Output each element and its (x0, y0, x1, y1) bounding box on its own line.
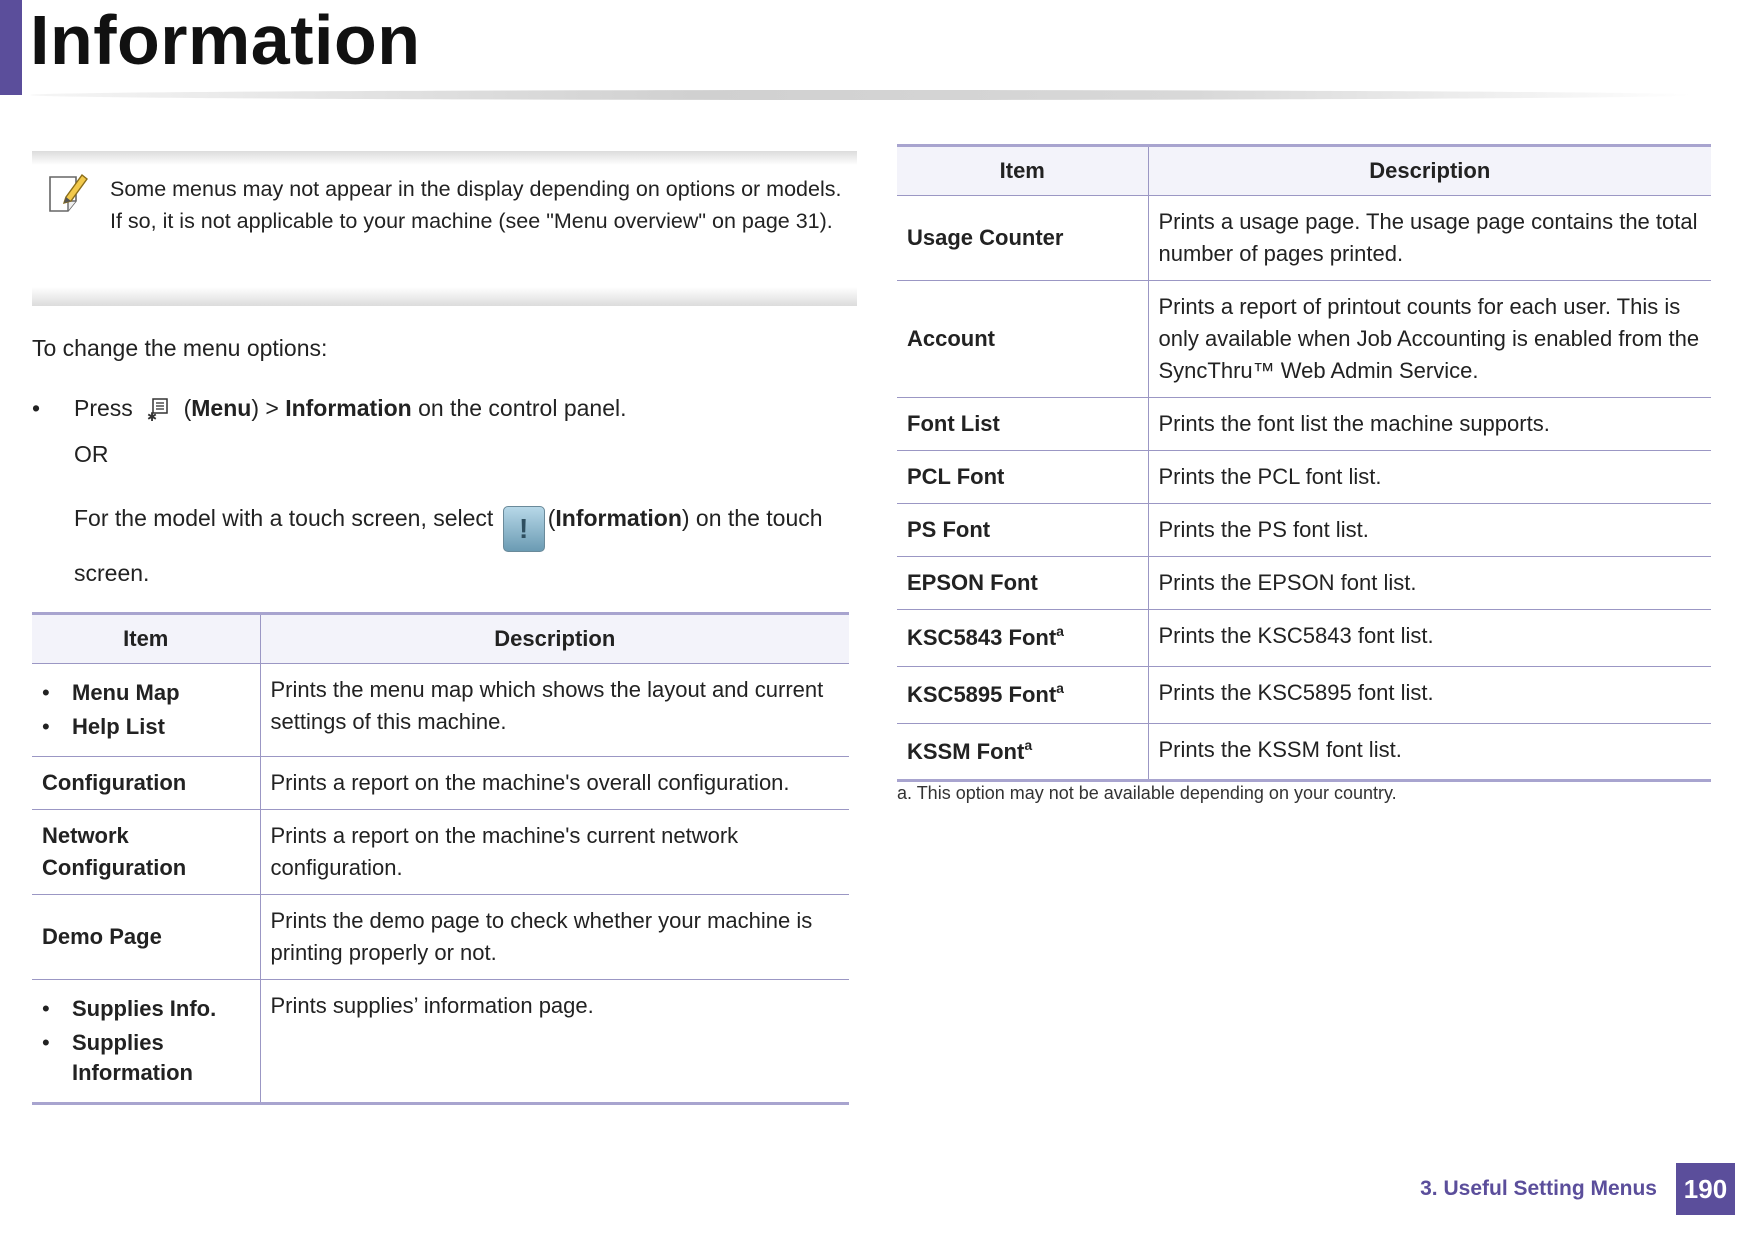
description-cell: Prints the KSC5843 font list. (1148, 610, 1711, 667)
note-text: Some menus may not appear in the display depending on options or models. If so, it is not applicable to your machine (see "Menu overview" on page 31). (110, 177, 842, 233)
paren-close-arrow: ) > (251, 395, 279, 421)
description-cell: Prints supplies’ information page. (260, 980, 849, 1104)
item-cell: Font List (897, 398, 1148, 451)
information-table-right (897, 144, 1711, 782)
description-cell: Prints the menu map which shows the layout and current settings of this machine. (260, 664, 849, 757)
item-cell: Configuration (32, 757, 260, 810)
table-row (32, 895, 849, 980)
control-panel-text: on the control panel. (418, 395, 627, 421)
press-text: Press (74, 395, 133, 421)
description-cell: Prints the PS font list. (1148, 504, 1711, 557)
touch-screen-instruction (74, 497, 854, 594)
item-cell: Demo Page (32, 895, 260, 980)
column-header-description: Description (260, 614, 849, 664)
item-cell: Network Configuration (32, 810, 260, 895)
table-row (32, 757, 849, 810)
touch-paren-open: ( (547, 505, 556, 531)
touch-suffix: ) on the touch screen. (74, 505, 823, 586)
item-cell (32, 664, 260, 757)
item-cell: EPSON Font (897, 557, 1148, 610)
item-cell: Account (897, 281, 1148, 398)
column-header-item: Item (32, 614, 260, 664)
item-cell: Usage Counter (897, 196, 1148, 281)
description-cell: Prints a report on the machine's overall configuration. (260, 757, 849, 810)
table-row (897, 196, 1711, 281)
touch-information-label: Information (555, 505, 682, 531)
table-row (32, 980, 849, 1104)
table-row (897, 610, 1711, 667)
item-label: KSC5843 Font (907, 625, 1057, 650)
item-menu-map: • Menu Map (42, 678, 250, 708)
footnote-marker: a (1024, 736, 1033, 753)
description-cell: Prints a usage page. The usage page contains the total number of pages printed. (1148, 196, 1711, 281)
table-footnote: a. This option may not be available depending on your country. (897, 783, 1397, 803)
note-box (32, 151, 857, 306)
or-text: OR (74, 441, 109, 467)
table-row (897, 667, 1711, 724)
item-label: KSSM Font (907, 738, 1025, 764)
information-table-left (32, 612, 849, 1105)
description-cell: Prints a report on the machine's current network configuration. (260, 810, 849, 895)
description-cell: Prints a report of printout counts for each user. This is only available when Job Accounting is enabled from the SyncThru™ Web Admin Service. (1148, 281, 1711, 398)
table-row (897, 398, 1711, 451)
item-supplies-information: • Supplies Information (42, 1028, 250, 1088)
table-row (897, 724, 1711, 781)
information-label: Information (285, 395, 412, 421)
bullet-marker: • (32, 395, 41, 421)
table-header-row (897, 146, 1711, 196)
information-button-icon: ! (503, 506, 545, 552)
footer-section-title: 3. Useful Setting Menus (1420, 1177, 1657, 1200)
svg-text:✱: ✱ (147, 410, 158, 422)
item-label: KSC5895 Font (907, 682, 1057, 707)
footnote-marker: a (1056, 623, 1064, 639)
table-header-row (32, 614, 849, 664)
item-cell: PS Font (897, 504, 1148, 557)
item-cell (897, 610, 1148, 667)
description-cell: Prints the KSSM font list. (1148, 724, 1711, 781)
item-supplies-info: • Supplies Info. (42, 994, 250, 1024)
description-cell: Prints the PCL font list. (1148, 451, 1711, 504)
item-cell (32, 980, 260, 1104)
item-help-list: • Help List (42, 712, 250, 742)
table-row (897, 504, 1711, 557)
paren-open: ( (183, 395, 192, 421)
column-header-description: Description (1148, 146, 1711, 196)
description-cell: Prints the font list the machine supports. (1148, 398, 1711, 451)
column-header-item: Item (897, 146, 1148, 196)
title-accent-bar (0, 0, 22, 95)
table-row (32, 810, 849, 895)
table-row (897, 451, 1711, 504)
item-cell: PCL Font (897, 451, 1148, 504)
table-row (897, 557, 1711, 610)
footnote-marker: a (1056, 680, 1064, 696)
page-number: 190 (1676, 1163, 1735, 1215)
menu-label: Menu (191, 395, 252, 421)
table-row (32, 664, 849, 757)
table-row (897, 281, 1711, 398)
description-cell: Prints the KSC5895 font list. (1148, 667, 1711, 724)
description-cell: Prints the demo page to check whether your machine is printing properly or not. (260, 895, 849, 980)
note-pencil-icon (46, 171, 90, 217)
touch-prefix: For the model with a touch screen, select (74, 505, 494, 531)
menu-icon (145, 396, 171, 422)
description-cell: Prints the EPSON font list. (1148, 557, 1711, 610)
title-divider (30, 90, 1695, 100)
item-cell (897, 724, 1148, 781)
intro-text: To change the menu options: (32, 335, 328, 361)
item-cell (897, 667, 1148, 724)
page-title: Information (30, 1, 421, 79)
